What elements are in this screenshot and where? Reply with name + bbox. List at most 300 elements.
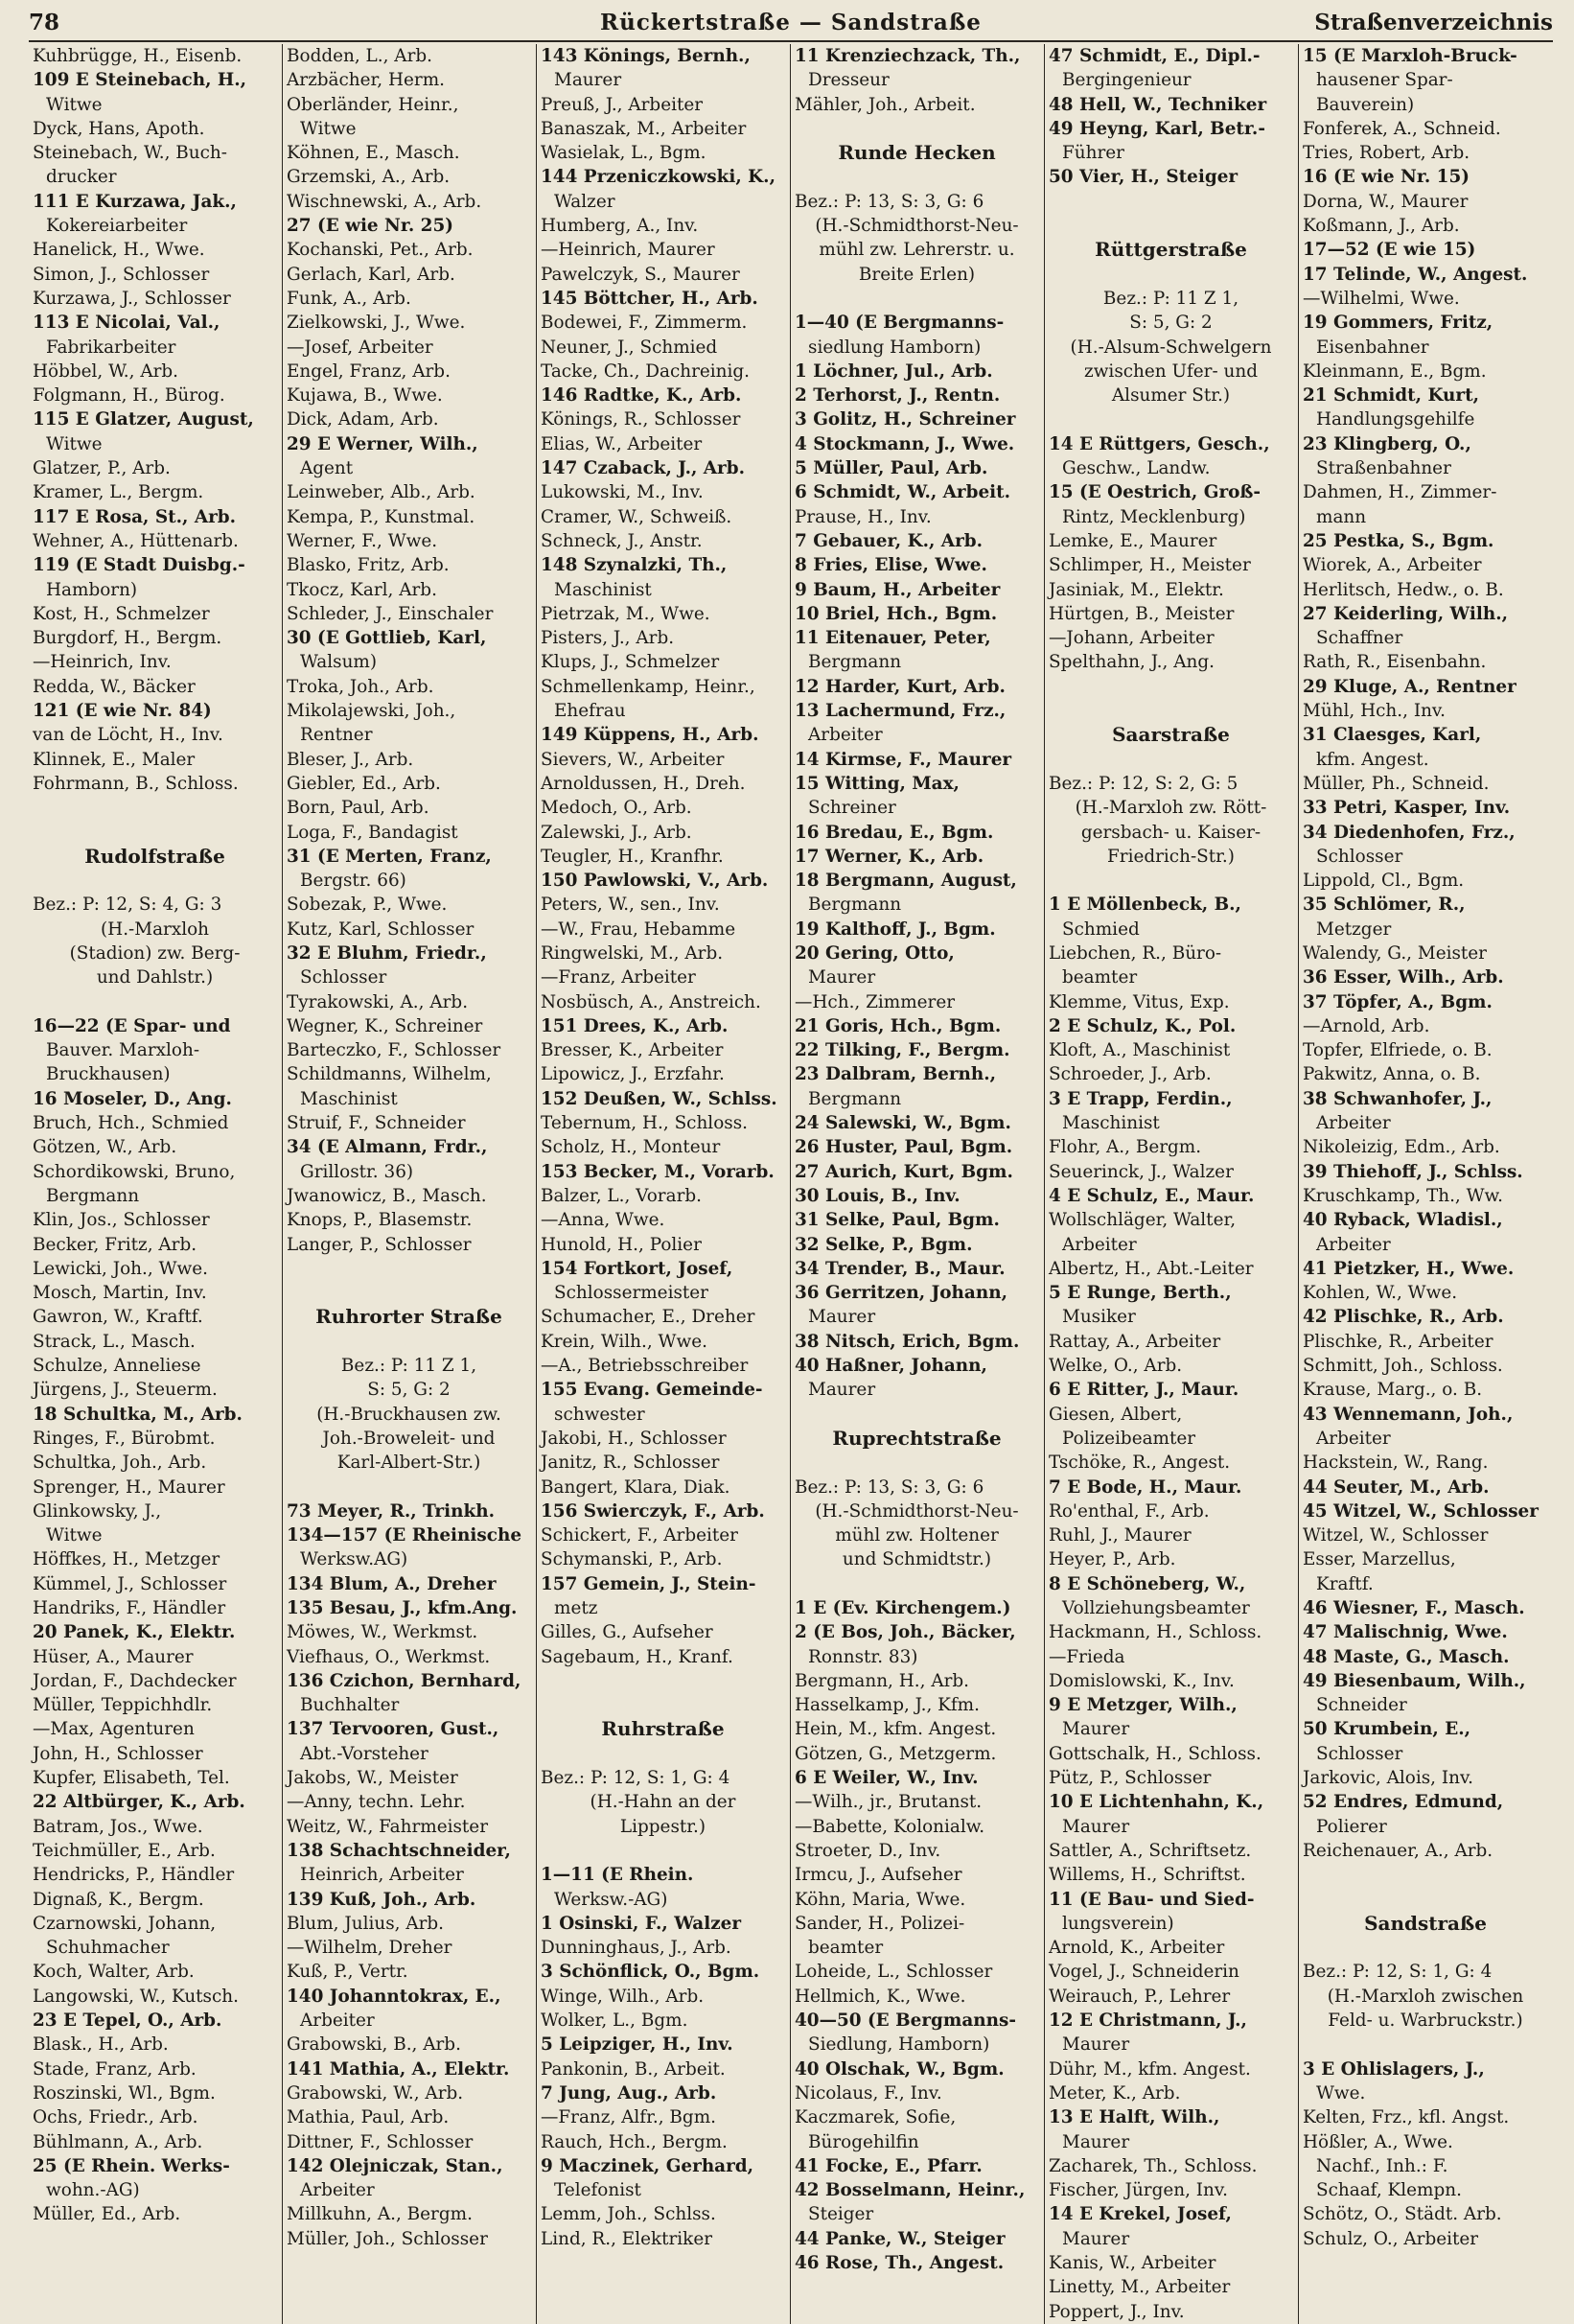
entry-line: —W., Frau, Hebamme [541, 918, 736, 940]
entry-line: Kuß, P., Vertr. [287, 1962, 408, 1983]
entry-line: 52 Endres, Edmund, [1303, 1792, 1504, 1813]
entry-line: 143 Könings, Bernh., [541, 46, 751, 66]
district-note: Alsumer Str.) [1111, 385, 1231, 407]
entry-line: Dignaß, K., Bergm. [33, 1889, 204, 1910]
entry-line: 29 Kluge, A., Rentner [1303, 676, 1516, 697]
entry-line: 48 Maste, G., Masch. [1303, 1646, 1510, 1667]
district-note: (H.-Bruckhausen zw. [316, 1404, 501, 1425]
column-4 [791, 44, 1045, 2324]
district-note: (H.-Alsum-Schwelgern [1070, 337, 1272, 358]
entry-line: Bangert, Klara, Diak. [541, 1476, 730, 1498]
column-5 [1045, 44, 1299, 2324]
entry-line: 7 Gebauer, K., Arb. [795, 530, 984, 551]
entry-line: 34 (E Almann, Frdr., [287, 1137, 488, 1158]
entry-line: Hürtgen, B., Meister [1049, 603, 1235, 624]
entry-line: Elias, W., Arbeiter [541, 433, 703, 454]
entry-line: 3 E Ohlislagers, J., [1303, 2058, 1485, 2080]
entry-line: 115 E Glatzer, August, [33, 409, 254, 430]
street-heading: Rüttgerstraße [1095, 238, 1247, 262]
entry-line: Werksw.-AG) [554, 1889, 668, 1910]
entry-line: Weitz, W., Fahrmeister [287, 1816, 488, 1837]
entry-line: Bez.: P: 12, S: 4, G: 3 [33, 895, 222, 916]
entry-line: Struif, F., Schneider [287, 1113, 466, 1134]
entry-line: Metzger [1316, 918, 1392, 940]
entry-line: 7 Jung, Aug., Arb. [541, 2082, 717, 2103]
district-note: Karl-Albert-Str.) [336, 1452, 481, 1474]
entry-line: hausener Spar- [1316, 70, 1453, 91]
entry-line: Teugler, H., Kranfhr. [541, 846, 724, 867]
entry-line: Schlossermeister [554, 1283, 708, 1304]
entry-line: Gottschalk, H., Schloss. [1049, 1743, 1262, 1764]
spacer [1049, 699, 1293, 723]
entry-line: Dresseur [808, 70, 890, 91]
entry-line: Hendricks, P., Händler [33, 1865, 235, 1886]
entry-line: Becker, Fritz, Arb. [33, 1234, 197, 1255]
entry-line: 34 Trender, B., Maur. [795, 1258, 1006, 1279]
entry-line: Dunninghaus, J., Arb. [541, 1938, 731, 1959]
entry-line: Kramer, L., Bergm. [33, 482, 204, 503]
entry-line: Arbeiter [300, 2180, 375, 2201]
entry-line: 41 Focke, E., Pfarr. [795, 2155, 983, 2176]
entry-line: Kaczmarek, Sofie, [795, 2107, 957, 2128]
entry-line: 42 Plischke, R., Arb. [1303, 1307, 1504, 1328]
entry-line: Kleinmann, E., Bgm. [1303, 360, 1487, 382]
columns-container [29, 44, 1553, 2322]
entry-line: 121 (E wie Nr. 84) [33, 701, 212, 722]
street-heading: Rudolfstraße [84, 844, 225, 868]
entry-line: Willems, H., Schriftst. [1049, 1865, 1246, 1886]
entry-line: Grzemski, A., Arb. [287, 167, 451, 188]
entry-line: Witwe [46, 433, 103, 454]
entry-line: 39 Thiehoff, J., Schlss. [1303, 1161, 1523, 1182]
entry-line: Bresser, K., Arbeiter [541, 1040, 724, 1061]
entry-line: 40—50 (E Bergmanns- [795, 2010, 1016, 2032]
district-note: (Stadion) zw. Berg- [69, 942, 241, 964]
entry-line: 2 (E Bos, Joh., Bäcker, [795, 1622, 1016, 1643]
entry-line: Esser, Marzellus, [1303, 1549, 1456, 1570]
entry-line: 15 Witting, Max, [795, 773, 960, 794]
entry-line: 24 Salewski, W., Bgm. [795, 1113, 1011, 1134]
spacer [1303, 1863, 1548, 1887]
entry-line: Kokereiarbeiter [46, 216, 188, 237]
entry-line: Fischer, Jürgen, Inv. [1049, 2180, 1228, 2201]
entry-line: Sander, H., Polizei- [795, 1913, 965, 1934]
entry-line: Kurzawa, J., Schlosser [33, 288, 231, 309]
entry-line: 140 Johanntokrax, E., [287, 1986, 501, 2007]
entry-line: Schneider [1316, 1695, 1407, 1716]
entry-line: Sobezak, P., Wwe. [287, 895, 448, 916]
entry-line: Wollschläger, Walter, [1049, 1210, 1237, 1231]
entry-line: 27 Keiderling, Wilh., [1303, 603, 1508, 624]
entry-line: Abt.-Vorsteher [300, 1743, 428, 1764]
entry-line: Viefhaus, O., Werkmst. [287, 1646, 491, 1667]
entry-line: Bergmann, H., Arb. [795, 1670, 970, 1691]
entry-line: Peters, W., sen., Inv. [541, 895, 720, 916]
entry-line: —Frieda [1049, 1646, 1125, 1667]
entry-line: 49 Biesenbaum, Wilh., [1303, 1670, 1526, 1691]
entry-line: Arnoldussen, H., Dreh. [541, 773, 746, 794]
district-note: (H.-Marxloh zw. Rött- [1075, 798, 1267, 819]
entry-line: 156 Swierczyk, F., Arb. [541, 1500, 765, 1522]
entry-line: Teichmüller, E., Arb. [33, 1840, 216, 1861]
district-note: (H.-Marxloh zwischen [1327, 1986, 1524, 2007]
spacer [1303, 1888, 1548, 1912]
entry-line: Schlosser [1316, 1743, 1403, 1764]
entry-line: Bez.: P: 12, S: 2, G: 5 [1049, 773, 1238, 794]
entry-line: Kanis, W., Arbeiter [1049, 2253, 1216, 2274]
entry-line: Götzen, G., Metzgerm. [795, 1743, 997, 1764]
spacer [795, 1451, 1039, 1475]
entry-line: 23 E Tepel, O., Arb. [33, 2010, 222, 2032]
spacer [541, 1669, 785, 1693]
entry-line: Humberg, A., Inv. [541, 216, 699, 237]
entry-line: Wwe. [1316, 2082, 1366, 2103]
entry-line: Schulze, Anneliese [33, 1356, 201, 1377]
entry-line: Lukowski, M., Inv. [541, 482, 704, 503]
entry-line: Maurer [1062, 2034, 1130, 2056]
district-note: und Schmidtstr.) [842, 1549, 992, 1570]
entry-line: Albertz, H., Abt.-Leiter [1049, 1258, 1254, 1279]
entry-line: 36 Esser, Wilh., Arb. [1303, 967, 1504, 988]
entry-line: —Wilhelm, Dreher [287, 1938, 452, 1959]
entry-line: Sprenger, H., Maurer [33, 1476, 225, 1498]
entry-line: Bergingenieur [1062, 70, 1192, 91]
entry-line: Bühlmann, A., Arb. [33, 2131, 203, 2152]
spacer [1303, 2033, 1548, 2057]
entry-line: 34 Diedenhofen, Frz., [1303, 822, 1516, 843]
entry-line: Nicolaus, F., Inv. [795, 2082, 942, 2103]
street-heading: Ruprechtstraße [832, 1426, 1002, 1450]
entry-line: van de Löcht, H., Inv. [33, 725, 223, 746]
entry-line: 20 Gering, Otto, [795, 942, 955, 964]
entry-line: Schumacher, E., Dreher [541, 1307, 755, 1328]
entry-line: Werksw.AG) [300, 1549, 408, 1570]
entry-line: Maschinist [554, 579, 652, 600]
street-heading: Saarstraße [1112, 723, 1230, 747]
spacer [795, 287, 1039, 311]
entry-line: Bez.: P: 12, S: 1, G: 4 [541, 1768, 730, 1789]
entry-line: Schildmanns, Wilhelm, [287, 1064, 492, 1085]
entry-line: Welke, O., Arb. [1049, 1356, 1183, 1377]
entry-line: Tebernum, H., Schloss. [541, 1113, 748, 1134]
entry-line: 2 E Schulz, K., Pol. [1049, 1015, 1237, 1036]
entry-line: Handlungsgehilfe [1316, 409, 1475, 430]
district-note: Lippestr.) [619, 1816, 706, 1837]
entry-line: 23 Dalbram, Bernh., [795, 1064, 997, 1085]
district-note: mühl zw. Holtener [835, 1525, 999, 1546]
entry-line: mann [1316, 506, 1367, 527]
entry-line: Wehner, A., Hüttenarb. [33, 530, 239, 551]
entry-line: 31 Claesges, Karl, [1303, 725, 1482, 746]
district-note: zwischen Ufer- und [1084, 360, 1258, 382]
entry-line: Wegner, K., Schreiner [287, 1015, 483, 1036]
entry-line: Kruschkamp, Th., Ww. [1303, 1185, 1503, 1206]
entry-line: Bergmann [808, 1088, 902, 1109]
entry-line: Führer [1062, 143, 1124, 164]
spacer [1049, 869, 1293, 893]
entry-line: Giebler, Ed., Arb. [287, 773, 441, 794]
entry-line: Czarnowski, Johann, [33, 1913, 217, 1934]
entry-line: Dorna, W., Maurer [1303, 191, 1469, 212]
entry-line: Wasielak, L., Bgm. [541, 143, 706, 164]
entry-line: 3 E Trapp, Ferdin., [1049, 1088, 1233, 1109]
entry-line: Blasko, Fritz, Arb. [287, 555, 450, 576]
entry-line: Jürgens, J., Steuerm. [33, 1380, 218, 1401]
entry-line: Agent [300, 458, 354, 479]
entry-line: —Franz, Alfr., Bgm. [541, 2107, 716, 2128]
spacer [1049, 675, 1293, 699]
entry-line: Poppert, J., Inv. [1049, 2301, 1185, 2322]
entry-line: Banaszak, M., Arbeiter [541, 118, 747, 139]
entry-line: Domislowski, K., Inv. [1049, 1670, 1235, 1691]
entry-line: Pankonin, B., Arbeit. [541, 2058, 726, 2080]
street-heading: Ruhrorter Straße [315, 1305, 502, 1329]
section-title: Straßenverzeichnis [1314, 10, 1553, 35]
entry-line: 138 Schachtschneider, [287, 1840, 511, 1861]
entry-line: Müller, Teppichhdlr. [33, 1695, 213, 1716]
entry-line: 14 Kirmse, F., Maurer [795, 749, 1012, 770]
entry-line: Bergstr. 66) [300, 871, 406, 892]
entry-line: Winge, Wilh., Arb. [541, 1986, 705, 2007]
entry-line: Wiorek, A., Arbeiter [1303, 555, 1482, 576]
district-note: Joh.-Broweleit- und [322, 1428, 496, 1449]
column-1 [29, 44, 283, 2324]
entry-line: Jarkovic, Alois, Inv. [1303, 1768, 1474, 1789]
entry-line: Tschöke, R., Angest. [1049, 1452, 1231, 1474]
entry-line: Hackstein, W., Rang. [1303, 1452, 1489, 1474]
entry-line: Mathia, Paul, Arb. [287, 2107, 450, 2128]
entry-line: 32 Selke, P., Bgm. [795, 1234, 973, 1255]
entry-line: Ruhl, J., Maurer [1049, 1525, 1192, 1546]
entry-line: Hamborn) [46, 579, 138, 600]
entry-line: 139 Kuß, Joh., Arb. [287, 1889, 476, 1910]
entry-line: 5 E Runge, Berth., [1049, 1283, 1232, 1304]
entry-line: Folgmann, H., Bürog. [33, 385, 225, 407]
entry-line: Kujawa, B., Wwe. [287, 385, 443, 407]
entry-line: Bez.: P: 12, S: 1, G: 4 [1303, 1962, 1493, 1983]
entry-line: Gilles, G., Aufseher [541, 1622, 713, 1643]
district-note: Friedrich-Str.) [1107, 846, 1235, 867]
entry-line: Grillostr. 36) [300, 1161, 414, 1182]
entry-line: Langowski, W., Kutsch. [33, 1986, 239, 2007]
entry-line: Eisenbahner [1316, 337, 1429, 358]
entry-line: Walsum) [300, 652, 378, 673]
entry-line: Bez.: P: 13, S: 3, G: 6 [795, 1476, 984, 1498]
entry-line: 119 (E Stadt Duisbg.- [33, 555, 245, 576]
entry-line: 35 Schlömer, R., [1303, 895, 1466, 916]
entry-line: 151 Drees, K., Arb. [541, 1015, 729, 1036]
entry-line: Möwes, W., Werkmst. [287, 1622, 478, 1643]
entry-line: 141 Mathia, A., Elektr. [287, 2058, 510, 2080]
entry-line: Ehefrau [554, 701, 626, 722]
street-heading: Sandstraße [1364, 1911, 1487, 1935]
entry-line: Roszinski, Wl., Bgm. [33, 2082, 216, 2103]
district-note: mühl zw. Lehrerstr. u. [819, 240, 1015, 261]
entry-line: beamter [1062, 967, 1138, 988]
entry-line: Arbeiter [300, 2010, 375, 2032]
entry-line: Born, Paul, Arb. [287, 798, 429, 819]
entry-line: 15 (E Oestrich, Groß- [1049, 482, 1262, 503]
entry-line: Neuner, J., Schmied [541, 337, 718, 358]
entry-line: —Heinrich, Inv. [33, 652, 172, 673]
entry-line: Witwe [46, 1525, 103, 1546]
entry-line: Wischnewski, A., Arb. [287, 191, 482, 212]
entry-line: Kümmel, J., Schlosser [33, 1573, 227, 1594]
entry-line: Müller, Ed., Arb. [33, 2204, 181, 2225]
entry-line: drucker [46, 167, 117, 188]
entry-line: Ro'enthal, F., Arb. [1049, 1500, 1210, 1522]
entry-line: Lind, R., Elektriker [541, 2228, 713, 2249]
entry-line: 3 Schönflick, O., Bgm. [541, 1962, 760, 1983]
entry-line: Maurer [554, 70, 622, 91]
entry-line: Siedlung, Hamborn) [808, 2034, 990, 2056]
entry-line: 33 Petri, Kasper, Inv. [1303, 798, 1511, 819]
entry-line: Ringes, F., Bürobmt. [33, 1428, 216, 1449]
entry-line: Bergmann [808, 652, 902, 673]
entry-line: 16 (E wie Nr. 15) [1303, 167, 1470, 188]
entry-line: Fonferek, A., Schneid. [1303, 118, 1501, 139]
entry-line: Musiker [1062, 1307, 1136, 1328]
entry-line: 38 Schwanhofer, J., [1303, 1088, 1493, 1109]
spacer [1049, 407, 1293, 431]
entry-line: 21 Goris, Hch., Bgm. [795, 1015, 1002, 1036]
entry-line: 1 E (Ev. Kirchengem.) [795, 1598, 1011, 1618]
entry-line: Schaaf, Klempn. [1316, 2180, 1462, 2201]
entry-line: Lippold, Cl., Bgm. [1303, 871, 1465, 892]
entry-line: 23 Klingberg, O., [1303, 433, 1471, 454]
entry-line: Blask., H., Arb. [33, 2034, 169, 2056]
entry-line: Millkuhn, A., Bergm. [287, 2204, 473, 2225]
entry-line: Klups, J., Schmelzer [541, 652, 720, 673]
entry-line: 1 E Möllenbeck, B., [1049, 895, 1241, 916]
spacer [541, 1839, 785, 1863]
entry-line: 109 E Steinebach, H., [33, 70, 247, 91]
entry-line: Hasselkamp, J., Kfm. [795, 1695, 980, 1716]
entry-line: Burgdorf, H., Bergm. [33, 628, 222, 649]
entry-line: Buchhalter [300, 1695, 400, 1716]
entry-line: Kempa, P., Kunstmal. [287, 506, 475, 527]
district-note: Breite Erlen) [858, 264, 976, 285]
entry-line: Hanelick, H., Wwe. [33, 240, 205, 261]
entry-line: 29 E Werner, Wilh., [287, 433, 478, 454]
entry-line: 30 Louis, B., Inv. [795, 1185, 961, 1206]
entry-line: Könings, R., Schlosser [541, 409, 741, 430]
entry-line: Schlosser [300, 967, 387, 988]
entry-line: 43 Wennemann, Joh., [1303, 1404, 1514, 1425]
entry-line: Maurer [808, 1307, 876, 1328]
entry-line: Maschinist [300, 1088, 398, 1109]
spacer [33, 869, 277, 893]
entry-line: 149 Küppens, H., Arb. [541, 725, 759, 746]
entry-line: 154 Fortkort, Josef, [541, 1258, 733, 1279]
entry-line: 25 Pestka, S., Bgm. [1303, 530, 1494, 551]
entry-line: 146 Radtke, K., Arb. [541, 385, 742, 407]
entry-line: Arbeiter [1062, 1234, 1137, 1255]
entry-line: Straßenbahner [1316, 458, 1451, 479]
spacer [33, 796, 277, 820]
entry-line: Mühl, Hch., Inv. [1303, 701, 1446, 722]
entry-line: Pietrzak, M., Wwe. [541, 603, 710, 624]
district-note: (H.-Schmidthorst-Neu- [815, 216, 1019, 237]
entry-line: lungsverein) [1062, 1913, 1174, 1934]
district-note: Bez.: P: 11 Z 1, [340, 1356, 477, 1377]
entry-line: 11 Krenziechzack, Th., [795, 46, 1021, 66]
entry-line: Bruch, Hch., Schmied [33, 1113, 229, 1134]
entry-line: Arbeiter [1316, 1234, 1391, 1255]
entry-line: Kloft, A., Maschinist [1049, 1040, 1231, 1061]
entry-line: Troka, Joh., Arb. [287, 676, 434, 697]
spacer [1049, 190, 1293, 214]
entry-line: Arbeiter [808, 725, 883, 746]
entry-line: Krein, Wilh., Wwe. [541, 1331, 707, 1352]
entry-line: Polizeibeamter [1062, 1428, 1196, 1449]
entry-line: 31 (E Merten, Franz, [287, 846, 492, 867]
entry-line: —Josef, Arbeiter [287, 337, 433, 358]
entry-line: 32 E Bluhm, Friedr., [287, 942, 487, 964]
entry-line: Schroeder, J., Arb. [1049, 1064, 1212, 1085]
entry-line: Dühr, M., kfm. Angest. [1049, 2058, 1251, 2080]
entry-line: Schultka, Joh., Arb. [33, 1452, 207, 1474]
entry-line: 14 E Rüttgers, Gesch., [1049, 433, 1270, 454]
entry-line: 27 (E wie Nr. 25) [287, 216, 453, 237]
entry-line: 45 Witzel, W., Schlosser [1303, 1500, 1539, 1522]
entry-line: Stade, Franz, Arb. [33, 2058, 197, 2080]
entry-line: 111 E Kurzawa, Jak., [33, 191, 237, 212]
entry-line: 155 Evang. Gemeinde- [541, 1380, 763, 1401]
entry-line: Bruckhausen) [46, 1064, 171, 1085]
entry-line: Weirauch, P., Lehrer [1049, 1986, 1231, 2007]
entry-line: Prause, H., Inv. [795, 506, 932, 527]
entry-line: Witwe [46, 94, 103, 115]
entry-line: 50 Krumbein, E., [1303, 1719, 1471, 1740]
spacer [287, 1330, 531, 1354]
entry-line: 19 Kalthoff, J., Bgm. [795, 918, 996, 940]
entry-line: 17 Telinde, W., Angest. [1303, 264, 1528, 285]
entry-line: 20 Panek, K., Elektr. [33, 1622, 236, 1643]
entry-line: Telefonist [554, 2180, 641, 2201]
entry-line: 1—40 (E Bergmanns- [795, 313, 1005, 334]
entry-line: beamter [808, 1938, 884, 1959]
entry-line: Kohlen, W., Wwe. [1303, 1283, 1458, 1304]
entry-line: Jakobi, H., Schlosser [541, 1428, 727, 1449]
entry-line: Scholz, H., Monteur [541, 1137, 721, 1158]
entry-line: Wolker, L., Bgm. [541, 2010, 688, 2032]
entry-line: 8 Fries, Elise, Wwe. [795, 555, 987, 576]
entry-line: Rath, R., Eisenbahn. [1303, 652, 1487, 673]
entry-line: 7 E Bode, H., Maur. [1049, 1476, 1242, 1498]
entry-line: Knops, P., Blasemstr. [287, 1210, 473, 1231]
entry-line: 134 Blum, A., Dreher [287, 1573, 497, 1594]
entry-line: Dahmen, H., Zimmer- [1303, 482, 1497, 503]
entry-line: 4 E Schulz, E., Maur. [1049, 1185, 1255, 1206]
entry-line: 17 Werner, K., Arb. [795, 846, 984, 867]
entry-line: Strack, L., Masch. [33, 1331, 196, 1352]
entry-line: Dick, Adam, Arb. [287, 409, 439, 430]
page-number: 78 [29, 10, 60, 35]
district-note: gersbach- u. Kaiser- [1080, 822, 1262, 843]
entry-line: 37 Töpfer, A., Bgm. [1303, 991, 1493, 1012]
entry-line: Maurer [1062, 2228, 1130, 2249]
entry-line: Stroeter, D., Inv. [795, 1840, 941, 1861]
entry-line: 10 E Lichtenhahn, K., [1049, 1792, 1264, 1813]
entry-line: Kelten, Frz., kfl. Angst. [1303, 2107, 1510, 2128]
entry-line: Gerlach, Karl, Arb. [287, 264, 455, 285]
entry-line: Kraftf. [1316, 1573, 1374, 1594]
entry-line: 1—11 (E Rhein. [541, 1865, 694, 1886]
entry-line: Tkocz, Karl, Arb. [287, 579, 437, 600]
spacer [33, 990, 277, 1014]
entry-line: 147 Czaback, J., Arb. [541, 458, 746, 479]
